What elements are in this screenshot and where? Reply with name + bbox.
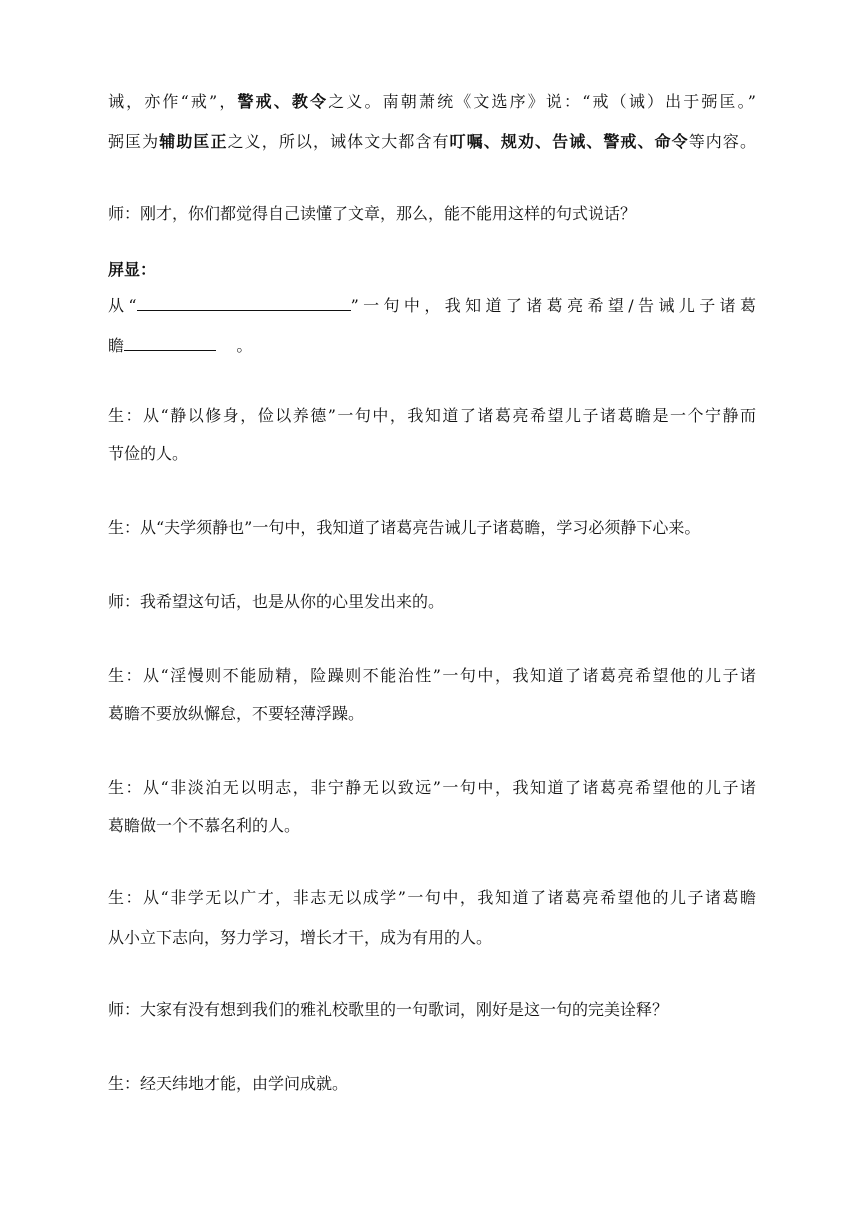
dialogue-line: 葛瞻不要放纵懈怠，不要轻薄浮躁。: [108, 704, 365, 723]
dialogue-line: 生：从“淫慢则不能励精，险躁则不能治性”一句中，我知道了诸葛亮希望他的儿子诸: [108, 666, 756, 685]
intro-text: 之义，所以，诫体文大都含有: [227, 132, 450, 151]
dialogue-line: 节俭的人。: [108, 444, 189, 463]
template-text: ”一句中，我知道了诸葛亮希望/告诫儿子诸葛: [350, 296, 756, 315]
dialogue-line: 师：我希望这句话，也是从你的心里发出来的。: [108, 592, 445, 611]
intro-line-1: [108, 90, 756, 114]
template-text: 。: [236, 336, 253, 355]
template-text: 从“: [108, 296, 137, 315]
fill-in-blank: [124, 334, 216, 351]
intro-text: 等内容。: [688, 132, 756, 151]
dialogue-line: 从小立下志向，努力学习，增长才干，成为有用的人。: [108, 928, 493, 947]
dialogue-line: 生：从“静以修身，俭以养德”一句中，我知道了诸葛亮希望儿子诸葛瞻是一个宁静而: [108, 406, 756, 425]
intro-text: 之义。南朝萧统《文选序》说：“戒（诫）出于弼匡。”: [328, 92, 756, 111]
template-text: 瞻: [108, 336, 125, 355]
intro-bold-term: 叮嘱、规劝、告诫、警戒、命令: [449, 132, 689, 151]
dialogue-line: 生：从“非淡泊无以明志，非宁静无以致远”一句中，我知道了诸葛亮希望他的儿子诸: [108, 778, 756, 797]
dialogue-line: 葛瞻做一个不慕名利的人。: [108, 816, 301, 835]
screen-template-line-2: [108, 334, 252, 358]
screen-heading: 屏显：: [108, 260, 157, 279]
dialogue-line: 生：从“夫学须静也”一句中，我知道了诸葛亮告诫儿子诸葛瞻，学习必须静下心来。: [108, 518, 701, 537]
intro-text: 弼匡为: [108, 132, 160, 151]
intro-bold-term: 警戒、教令: [237, 92, 329, 111]
dialogue-line: 生：经天纬地才能，由学问成就。: [108, 1074, 349, 1093]
teacher-question: 师：刚才，你们都觉得自己读懂了文章，那么，能不能用这样的句式说话？: [108, 204, 637, 223]
intro-text: 诫，亦作“戒”，: [108, 92, 238, 111]
dialogue-line: 师：大家有没有想到我们的雅礼校歌里的一句歌词，刚好是这一句的完美诠释？: [108, 1000, 669, 1019]
intro-bold-term: 辅助匡正: [159, 132, 228, 151]
intro-line-2: [108, 130, 756, 154]
fill-in-blank: [137, 294, 351, 311]
screen-template-line-1: [108, 294, 756, 318]
dialogue-line: 生：从“非学无以广才，非志无以成学”一句中，我知道了诸葛亮希望他的儿子诸葛瞻: [108, 888, 756, 907]
